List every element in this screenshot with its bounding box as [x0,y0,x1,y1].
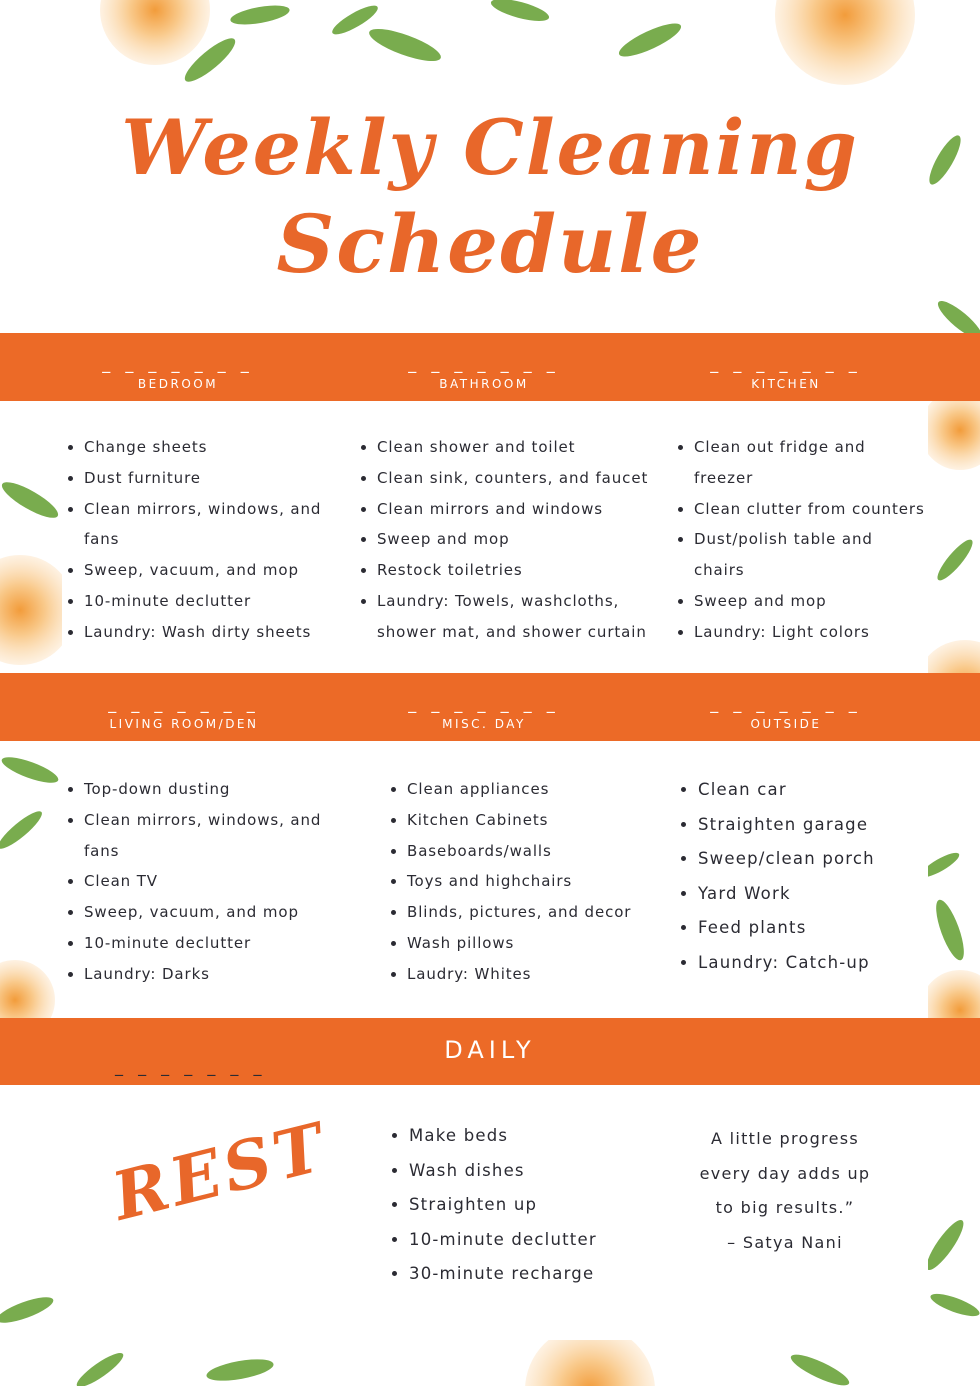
rose-icon [100,0,210,65]
rose-icon [775,0,915,85]
task-list-kitchen [672,432,964,648]
list-item: • Straighten up [409,1188,669,1223]
list-item: • 10-minute declutter [84,586,354,617]
task-list-misc-day [385,774,687,990]
list-item: • Wash dishes [409,1154,669,1189]
task-list-bedroom [62,432,354,648]
header-rule: _ _ _ _ _ _ _ [710,694,862,713]
list-item: • Dust/polish table and chairs [694,524,894,586]
section-header-living-room [34,694,334,731]
section-heading: LIVING ROOM/DEN [109,717,259,731]
list-item: • 10-minute declutter [84,928,354,959]
list-item: • Clean clutter from counters [694,494,964,525]
section-heading: OUTSIDE [750,717,822,731]
section-heading: KITCHEN [751,377,821,391]
list-item: • Make beds [409,1119,669,1154]
list-item: • Kitchen Cabinets [407,805,687,836]
quote-line: A little progress [710,1129,859,1148]
list-item: • Laundry: Catch-up [698,946,958,981]
leaf-icon [928,1290,980,1321]
list-item: • Clean TV [84,866,354,897]
rest-rule: _ _ _ _ _ _ _ [115,1057,267,1076]
list-item: • Laundry: Light colors [694,617,964,648]
list-item: • Dust furniture [84,463,354,494]
list-item: • Clean out fridge and freezer [694,432,884,494]
list-item: • Change sheets [84,432,354,463]
quote-line: every day adds up [699,1163,871,1183]
quote-author: – Satya Nani [727,1232,843,1252]
list-item: • Sweep, vacuum, and mop [84,897,354,928]
task-list-daily [387,1119,669,1292]
header-rule: _ _ _ _ _ _ _ [102,354,254,373]
list-item: • Clean car [698,773,958,808]
title-line-1: Weekly Cleaning [121,103,859,192]
list-item: • Laundry: Towels, washcloths, shower mat, and shower curtain [377,586,677,648]
leaf-icon [0,1292,56,1328]
list-item: • Clean mirrors, windows, and fans [84,805,354,867]
list-item: • Laudry: Whites [407,959,687,990]
leaf-icon [329,1,381,39]
section-heading: BATHROOM [439,377,529,391]
list-item: • Feed plants [698,911,958,946]
section-heading: MISC. DAY [442,717,526,731]
list-item: • Clean appliances [407,774,687,805]
leaf-icon [0,807,46,854]
list-item: • Baseboards/walls [407,836,687,867]
list-item: • Clean mirrors and windows [377,494,677,525]
list-item: • Clean sink, counters, and faucet [377,463,677,494]
list-item: • Wash pillows [407,928,687,959]
header-rule: _ _ _ _ _ _ _ [408,354,560,373]
leaf-icon [489,0,551,25]
section-header-bedroom [28,354,328,391]
list-item: • Yard Work [698,877,958,912]
section-header-kitchen [636,354,936,391]
header-rule: _ _ _ _ _ _ _ [108,694,260,713]
leaf-icon [0,476,62,524]
leaf-icon [73,1348,127,1386]
quote [680,1122,890,1260]
title-line-2: Schedule [276,197,704,291]
list-item: • Straighten garage [698,808,958,843]
section-header-misc-day [334,694,634,731]
list-item: • 10-minute declutter [409,1223,669,1258]
leaf-icon [366,23,444,68]
list-item: • Top-down dusting [84,774,354,805]
task-list-bathroom [355,432,677,648]
leaf-icon [180,33,241,88]
list-item: • Clean shower and toilet [377,432,677,463]
rest-label: REST [105,1107,336,1236]
leaf-icon [921,1216,969,1274]
header-rule: _ _ _ _ _ _ _ [408,694,560,713]
quote-line: to big results.” [715,1198,855,1218]
list-item: • Toys and highchairs [407,866,687,897]
list-item: • 30-minute recharge [409,1257,669,1292]
list-item: • Restock toiletries [377,555,677,586]
list-item: • Laundry: Wash dirty sheets [84,617,354,648]
task-list-living-room [62,774,354,990]
leaf-icon [205,1355,275,1385]
page-title [0,100,980,292]
list-item: • Clean mirrors, windows, and fans [84,494,354,556]
list-item: • Sweep/clean porch [698,842,958,877]
list-item: • Sweep and mop [377,524,677,555]
list-item: • Blinds, pictures, and decor [407,897,687,928]
list-item: • Sweep, vacuum, and mop [84,555,354,586]
header-rule: _ _ _ _ _ _ _ [710,354,862,373]
list-item: • Laundry: Darks [84,959,354,990]
task-list-outside [676,773,958,981]
section-header-outside [636,694,936,731]
list-item: • Sweep and mop [694,586,964,617]
section-header-bathroom [334,354,634,391]
leaf-icon [229,2,291,28]
section-heading: BEDROOM [137,377,219,391]
leaf-icon [615,17,684,62]
daily-heading: DAILY [444,1036,536,1064]
leaf-icon [0,752,61,788]
leaf-icon [788,1349,853,1386]
